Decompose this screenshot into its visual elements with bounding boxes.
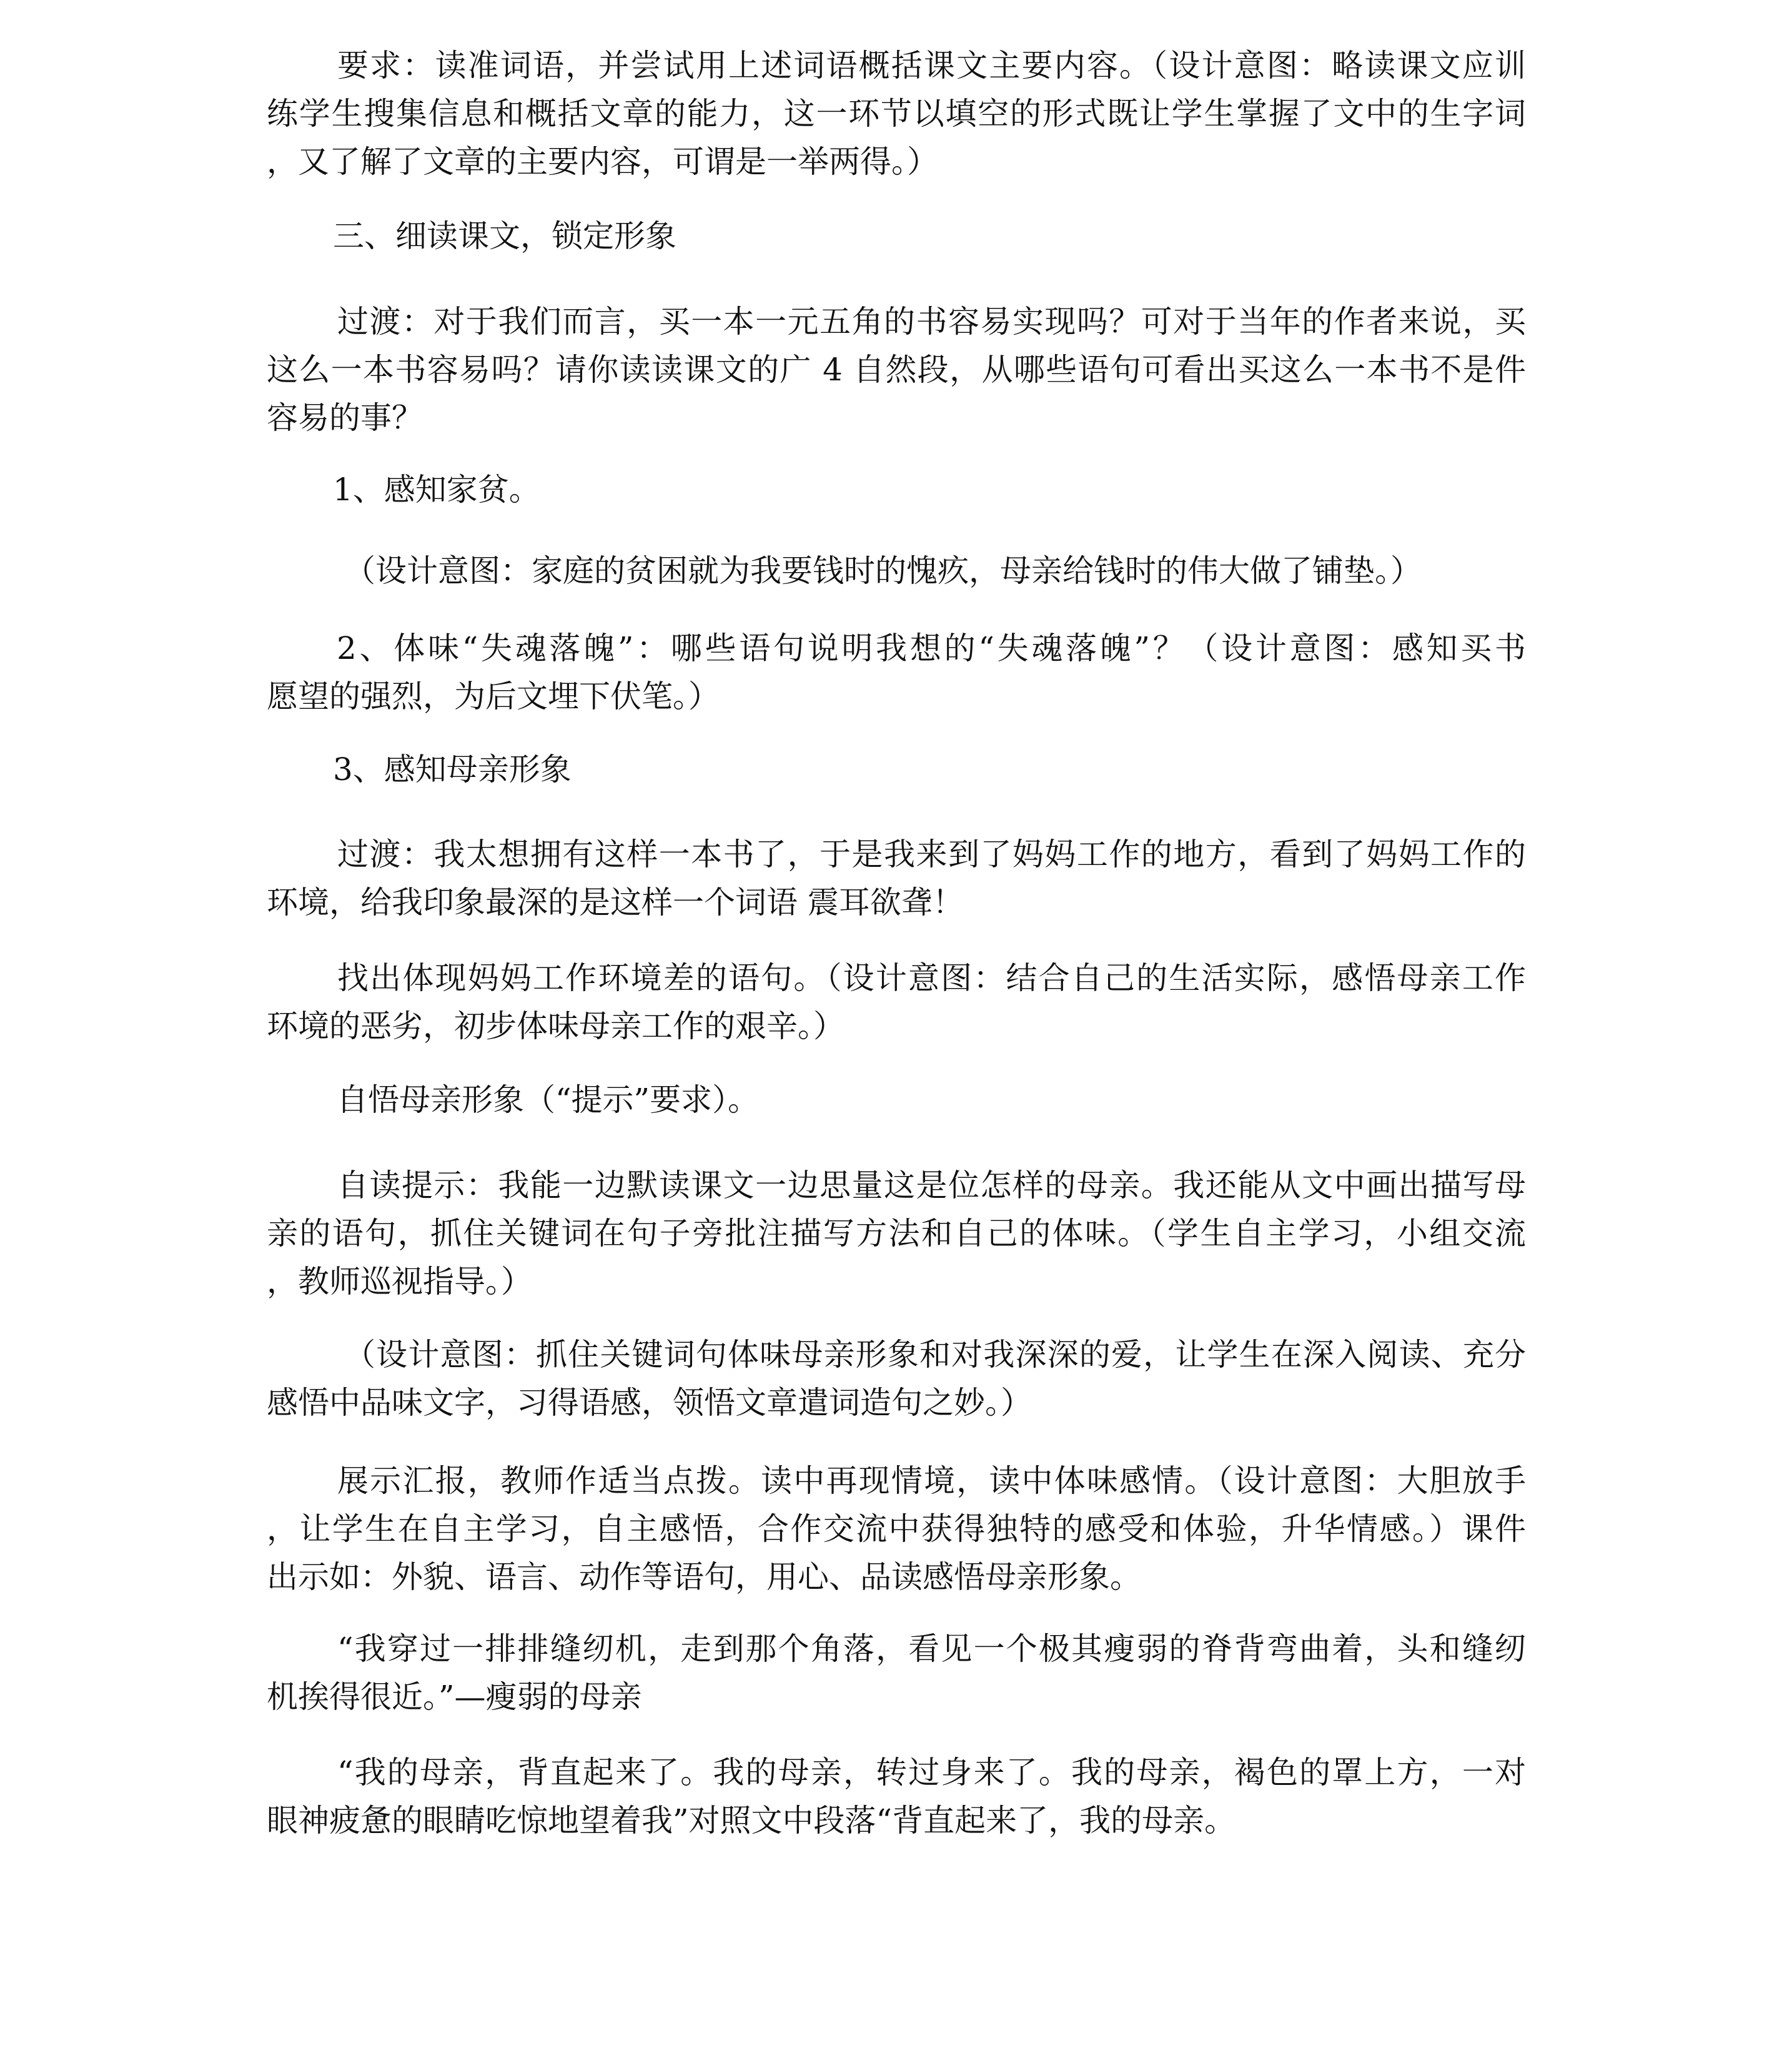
text-line: 展示汇报，教师作适当点拨。读中再现情境，读中体味感情。（设计意图：大胆放手 xyxy=(337,1463,1526,1499)
paragraph xyxy=(267,746,1526,794)
text-line: 感悟中品味文字，习得语感，领悟文章遣词造句之妙。） xyxy=(267,1385,1032,1421)
text-line: 环境的恶劣，初步体味母亲工作的艰辛。） xyxy=(267,1008,844,1044)
paragraph xyxy=(267,42,1526,186)
text-line: 容易的事？ xyxy=(267,400,423,436)
text-line: ，让学生在自主学习，自主感悟，合作交流中获得独特的感受和体验，升华情感。）课件 xyxy=(267,1511,1526,1547)
text-line: 出示如：外貌、语言、动作等语句，用心、品读感悟母亲形象。 xyxy=(267,1559,1141,1595)
text-line: 眼神疲惫的眼睛吃惊地望着我”对照文中段落“背直起来了，我的母亲。 xyxy=(267,1802,1236,1839)
text-line: 自读提示：我能一边默读课文一边思量这是位怎样的母亲。我还能从文中画出描写母 xyxy=(337,1167,1526,1203)
text-line: 这么一本书容易吗？请你读读课文的广 4 自然段，从哪些语句可看出买这么一本书不是件 xyxy=(267,352,1526,388)
paragraph xyxy=(267,212,1526,260)
paragraph xyxy=(267,1331,1526,1427)
text-line: 找出体现妈妈工作环境差的语句。（设计意图：结合自己的生活实际，感悟母亲工作 xyxy=(337,960,1526,996)
paragraph xyxy=(267,466,1526,514)
paragraph xyxy=(267,1076,1526,1124)
text-line: 愿望的强烈，为后文埋下伏笔。） xyxy=(267,678,720,714)
text-line: 过渡：对于我们而言，买一本一元五角的书容易实现吗？可对于当年的作者来说，买 xyxy=(337,304,1526,340)
text-line: 2、体味“失魂落魄”：哪些语句说明我想的“失魂落魄”？（设计意图：感知买书 xyxy=(337,630,1526,666)
text-line: （设计意图：抓住关键词句体味母亲形象和对我深深的爱，让学生在深入阅读、充分 xyxy=(344,1337,1526,1373)
text-line: “我的母亲，背直起来了。我的母亲，转过身来了。我的母亲，褐色的罩上方，一对 xyxy=(337,1754,1526,1791)
text-line: 1、感知家贫。 xyxy=(333,472,540,508)
paragraph xyxy=(267,954,1526,1050)
text-line: 环境，给我印象最深的是这样一个词语 震耳欲聋！ xyxy=(267,884,964,921)
text-line: 机挨得很近。”—瘦弱的母亲 xyxy=(267,1679,642,1715)
paragraph xyxy=(267,625,1526,721)
text-line: （设计意图：家庭的贫困就为我要钱时的愧疚，母亲给钱时的伟大做了铺垫。） xyxy=(344,553,1422,589)
paragraph xyxy=(267,547,1526,595)
paragraph xyxy=(267,298,1526,442)
text-line: ，又了解了文章的主要内容，可谓是一举两得。） xyxy=(267,144,938,180)
text-line: 3、感知母亲形象 xyxy=(333,751,572,788)
paragraph xyxy=(267,1625,1526,1721)
text-line: 要求：读准词语，并尝试用上述词语概括课文主要内容。（设计意图：略读课文应训 xyxy=(337,47,1526,84)
paragraph xyxy=(267,831,1526,927)
text-line: 练学生搜集信息和概括文章的能力，这一环节以填空的形式既让学生掌握了文中的生字词 xyxy=(267,96,1526,132)
text-line: 自悟母亲形象（“提示”要求）。 xyxy=(337,1082,760,1118)
paragraph xyxy=(267,1749,1526,1845)
paragraph xyxy=(267,1457,1526,1601)
paragraph xyxy=(267,1162,1526,1306)
text-line: 亲的语句，抓住关键词在句子旁批注描写方法和自己的体味。（学生自主学习，小组交流 xyxy=(267,1215,1526,1252)
text-line: “我穿过一排排缝纫机，走到那个角落，看见一个极其瘦弱的脊背弯曲着，头和缝纫 xyxy=(337,1631,1526,1667)
text-line: 过渡：我太想拥有这样一本书了，于是我来到了妈妈工作的地方，看到了妈妈工作的 xyxy=(337,836,1526,872)
text-line: 三、细读课文，锁定形象 xyxy=(333,218,676,254)
text-line: ，教师巡视指导。） xyxy=(267,1263,532,1300)
